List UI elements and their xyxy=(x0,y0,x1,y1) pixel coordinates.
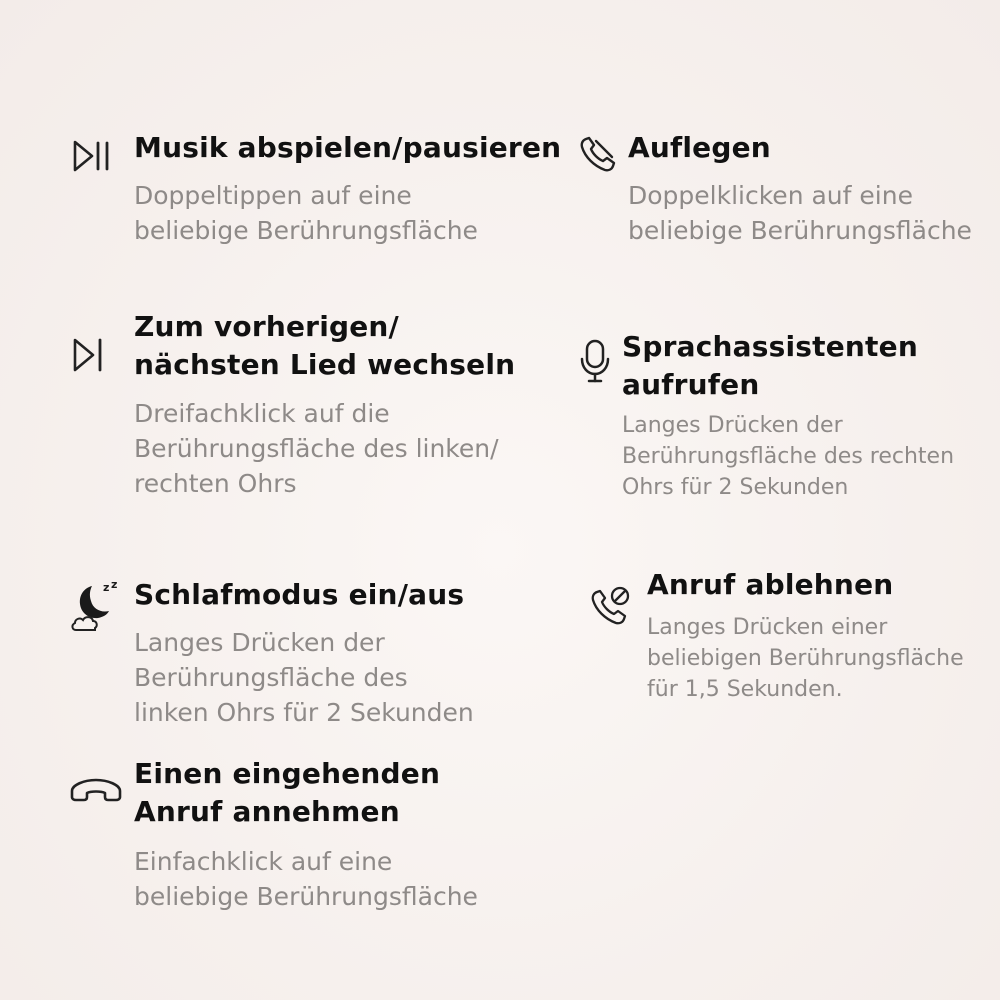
gesture-description: Langes Drücken der Berührungsfläche des linken Ohrs für 2 Sekunden xyxy=(134,628,474,727)
phone-hangup-icon xyxy=(578,135,618,175)
phone-reject-icon xyxy=(589,584,633,628)
gesture-description: Langes Drücken einer beliebigen Berührungsfläche für 1,5 Sekunden. xyxy=(647,615,964,702)
gesture-description: Langes Drücken der Berührungsfläche des rechten Ohrs für 2 Sekunden xyxy=(622,413,955,500)
microphone-icon xyxy=(578,338,612,384)
gesture-title: Sprachassistenten aufrufen xyxy=(622,330,918,401)
gesture-description: Einfachklick auf eine beliebige Berührungsfläche xyxy=(134,847,478,911)
gesture-title: Schlafmodus ein/aus xyxy=(134,578,465,611)
gesture-title: Zum vorherigen/ nächsten Lied wechseln xyxy=(134,310,516,381)
sleep-moon-icon xyxy=(70,578,126,634)
gesture-title: Anruf ablehnen xyxy=(647,568,894,601)
gesture-description: Dreifachklick auf die Berührungsfläche des linken/ rechten Ohrs xyxy=(134,399,499,498)
phone-answer-icon xyxy=(68,777,124,807)
play-pause-icon xyxy=(72,139,114,173)
gesture-description: Doppeltippen auf eine beliebige Berührungsfläche xyxy=(134,181,478,245)
gesture-description: Doppelklicken auf eine beliebige Berührungsfläche xyxy=(628,181,972,245)
gesture-title: Musik abspielen/pausieren xyxy=(134,131,562,164)
svg-text:z: z xyxy=(103,581,110,594)
gesture-title: Auflegen xyxy=(628,131,771,164)
gesture-title: Einen eingehenden Anruf annehmen xyxy=(134,757,441,828)
skip-track-icon xyxy=(72,336,106,374)
svg-text:z: z xyxy=(111,578,118,591)
